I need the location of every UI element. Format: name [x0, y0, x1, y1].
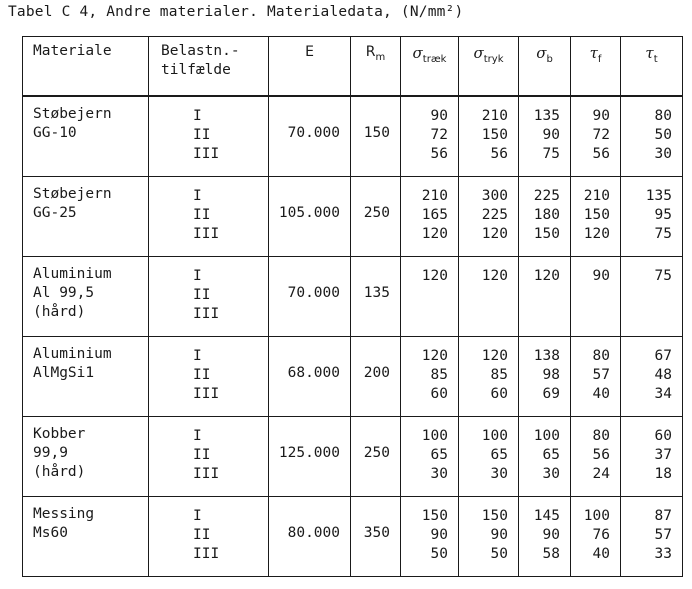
- header-sigma-traek: $\sigma_{træk}$: [401, 37, 459, 97]
- e-modulus: 80.000: [269, 497, 351, 577]
- stress-t-f: [571, 257, 621, 337]
- stress-s-b: [519, 257, 571, 337]
- stress-value: 120: [481, 226, 508, 243]
- stress-s-traek: [401, 177, 459, 257]
- stress-value: 76: [592, 527, 610, 543]
- rm-value: 135: [351, 257, 401, 337]
- stress-value: 210: [583, 188, 610, 205]
- stress-value: 56: [592, 447, 610, 464]
- stress-value: 65: [542, 447, 560, 464]
- stress-value: 145: [533, 508, 560, 524]
- stress-value: 150: [533, 226, 560, 243]
- load-cases: [149, 96, 269, 177]
- stress-t-t: [621, 257, 683, 337]
- stress-t-t: [621, 96, 683, 177]
- stress-value: 138: [533, 348, 560, 365]
- stress-value: 165: [421, 207, 448, 224]
- stress-value: 60: [654, 428, 672, 445]
- stress-value: 50: [654, 127, 672, 143]
- stress-value: 90: [490, 527, 508, 543]
- stress-t-f: [571, 177, 621, 257]
- load-cases: [149, 497, 269, 577]
- load-case: II: [193, 527, 211, 543]
- stress-value: 90: [430, 527, 448, 543]
- stress-s-traek: [401, 497, 459, 577]
- stress-value: 120: [533, 268, 560, 285]
- stress-value: 57: [592, 367, 610, 384]
- stress-value: 57: [654, 527, 672, 543]
- header-e: E: [269, 37, 351, 97]
- stress-s-tryk: [459, 337, 519, 417]
- stress-value: 80: [592, 348, 610, 365]
- stress-value: 210: [481, 108, 508, 124]
- e-modulus: 70.000: [269, 96, 351, 177]
- stress-s-tryk: [459, 257, 519, 337]
- stress-s-traek: [401, 337, 459, 417]
- load-cases: [149, 177, 269, 257]
- stress-value: 100: [481, 428, 508, 445]
- stress-value: 30: [542, 466, 560, 483]
- stress-s-traek: [401, 96, 459, 177]
- material-name: Kobber 99,9 (hård): [23, 417, 149, 497]
- stress-value: 50: [430, 546, 448, 562]
- stress-value: 18: [654, 466, 672, 483]
- header-rm: $R_m$: [351, 37, 401, 97]
- stress-value: 120: [421, 348, 448, 365]
- stress-value: 60: [430, 386, 448, 403]
- header-tau-t: $\tau_t$: [621, 37, 683, 97]
- stress-value: 150: [421, 508, 448, 524]
- material-name: Messing Ms60: [23, 497, 149, 577]
- stress-value: 150: [481, 508, 508, 524]
- stress-value: 87: [654, 508, 672, 524]
- stress-value: 72: [430, 127, 448, 143]
- load-case: I: [193, 508, 202, 524]
- material-name: Aluminium Al 99,5 (hård): [23, 257, 149, 337]
- stress-value: 225: [533, 188, 560, 205]
- stress-s-tryk: [459, 96, 519, 177]
- load-case: I: [193, 108, 202, 124]
- rm-value: 200: [351, 337, 401, 417]
- material-name: Støbejern GG-25: [23, 177, 149, 257]
- stress-value: 65: [490, 447, 508, 464]
- load-case: II: [193, 207, 211, 224]
- load-case: I: [193, 348, 202, 365]
- stress-value: 58: [542, 546, 560, 562]
- stress-value: 120: [481, 268, 508, 285]
- e-modulus: 125.000: [269, 417, 351, 497]
- stress-value: 24: [592, 466, 610, 483]
- e-modulus: 70.000: [269, 257, 351, 337]
- stress-value: 48: [654, 367, 672, 384]
- load-cases: [149, 337, 269, 417]
- stress-value: 90: [542, 127, 560, 143]
- stress-value: 75: [542, 146, 560, 162]
- stress-value: 150: [583, 207, 610, 224]
- header-row: [23, 37, 683, 97]
- stress-s-tryk: [459, 497, 519, 577]
- stress-value: 90: [592, 108, 610, 124]
- stress-value: 100: [421, 428, 448, 445]
- load-case: II: [193, 447, 211, 464]
- stress-t-f: [571, 497, 621, 577]
- stress-t-f: [571, 337, 621, 417]
- rm-value: 150: [351, 96, 401, 177]
- stress-value: 75: [654, 226, 672, 243]
- stress-value: 30: [430, 466, 448, 483]
- stress-value: 69: [542, 386, 560, 403]
- stress-value: 33: [654, 546, 672, 562]
- load-case: I: [193, 428, 202, 445]
- stress-value: 135: [533, 108, 560, 124]
- stress-value: 67: [654, 348, 672, 365]
- load-case: III: [193, 146, 220, 162]
- stress-t-f: [571, 417, 621, 497]
- stress-s-traek: [401, 417, 459, 497]
- load-case: III: [193, 306, 220, 323]
- stress-value: 65: [430, 447, 448, 464]
- e-modulus: 105.000: [269, 177, 351, 257]
- stress-t-t: [621, 497, 683, 577]
- stress-value: 90: [542, 527, 560, 543]
- load-case: I: [193, 188, 202, 205]
- rm-value: 250: [351, 417, 401, 497]
- load-case: III: [193, 226, 220, 243]
- stress-value: 50: [490, 546, 508, 562]
- stress-value: 120: [481, 348, 508, 365]
- load-cases: [149, 417, 269, 497]
- stress-value: 85: [490, 367, 508, 384]
- stress-value: 60: [490, 386, 508, 403]
- e-modulus: 68.000: [269, 337, 351, 417]
- load-case: II: [193, 127, 211, 143]
- table-row: [23, 497, 683, 577]
- stress-value: 100: [533, 428, 560, 445]
- stress-value: 30: [654, 146, 672, 162]
- load-case: II: [193, 367, 211, 384]
- stress-value: 135: [645, 188, 672, 205]
- load-case: III: [193, 546, 220, 562]
- table-row: [23, 96, 683, 177]
- load-case: III: [193, 386, 220, 403]
- header-sigma-tryk: $\sigma_{tryk}$: [459, 37, 519, 97]
- material-data-table: [22, 36, 683, 577]
- stress-value: 80: [654, 108, 672, 124]
- stress-value: 98: [542, 367, 560, 384]
- stress-value: 120: [421, 226, 448, 243]
- load-case: III: [193, 466, 220, 483]
- stress-s-b: [519, 497, 571, 577]
- stress-s-traek: [401, 257, 459, 337]
- stress-s-tryk: [459, 417, 519, 497]
- stress-value: 210: [421, 188, 448, 205]
- stress-value: 56: [592, 146, 610, 162]
- stress-value: 120: [583, 226, 610, 243]
- load-cases: [149, 257, 269, 337]
- header-tau-f: $\tau_f$: [571, 37, 621, 97]
- stress-value: 56: [490, 146, 508, 162]
- header-sigma-b: $\sigma_b$: [519, 37, 571, 97]
- stress-value: 40: [592, 546, 610, 562]
- stress-value: 37: [654, 447, 672, 464]
- table-row: [23, 337, 683, 417]
- stress-value: 75: [654, 268, 672, 285]
- stress-value: 85: [430, 367, 448, 384]
- table-row: [23, 177, 683, 257]
- rm-value: 350: [351, 497, 401, 577]
- stress-value: 80: [592, 428, 610, 445]
- stress-value: 225: [481, 207, 508, 224]
- stress-value: 120: [421, 268, 448, 285]
- load-case: II: [193, 287, 211, 304]
- material-name: Aluminium AlMgSi1: [23, 337, 149, 417]
- stress-value: 72: [592, 127, 610, 143]
- stress-s-b: [519, 177, 571, 257]
- stress-t-t: [621, 337, 683, 417]
- stress-value: 90: [592, 268, 610, 285]
- stress-value: 100: [583, 508, 610, 524]
- stress-value: 30: [490, 466, 508, 483]
- header-belastningstilfaelde: Belastn.- tilfælde: [149, 37, 269, 97]
- stress-t-t: [621, 417, 683, 497]
- stress-s-tryk: [459, 177, 519, 257]
- stress-t-t: [621, 177, 683, 257]
- stress-value: 95: [654, 207, 672, 224]
- stress-value: 34: [654, 386, 672, 403]
- stress-value: 90: [430, 108, 448, 124]
- stress-t-f: [571, 96, 621, 177]
- stress-value: 56: [430, 146, 448, 162]
- table-title: Tabel C 4, Andre materialer. Materialedata, (N/mm²): [8, 4, 464, 20]
- stress-s-b: [519, 417, 571, 497]
- stress-value: 40: [592, 386, 610, 403]
- stress-s-b: [519, 96, 571, 177]
- stress-s-b: [519, 337, 571, 417]
- stress-value: 300: [481, 188, 508, 205]
- header-materiale: Materiale: [23, 37, 149, 97]
- table-row: [23, 257, 683, 337]
- material-name: Støbejern GG-10: [23, 96, 149, 177]
- load-case: I: [193, 268, 202, 285]
- rm-value: 250: [351, 177, 401, 257]
- stress-value: 150: [481, 127, 508, 143]
- table-row: [23, 417, 683, 497]
- stress-value: 180: [533, 207, 560, 224]
